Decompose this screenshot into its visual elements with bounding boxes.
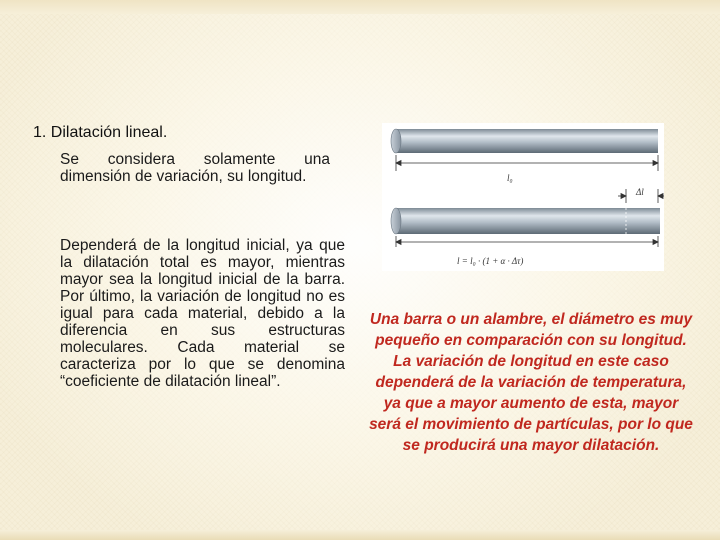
bottom-decorative-band <box>0 530 720 540</box>
figure-caption: Una barra o un alambre, el diámetro es muy pequeño en comparación con su longitud. La variación de longitud en este caso dependerá de la variación de temperatura, ya que a mayor aumento de esta, mayor será el movimiento de partículas, por lo que se producirá una mayor dilatación. <box>369 311 693 454</box>
initial-length-dimension <box>396 155 658 171</box>
bar-expansion-diagram <box>382 123 664 271</box>
delta-length-label: Δl <box>636 187 644 197</box>
initial-rod <box>391 129 658 153</box>
paragraph-definition: Se considera solamente una dimensión de variación, su longitud. <box>60 151 330 185</box>
paragraph-explanation: Dependerá de la longitud inicial, ya que la dilatación total es mayor, mientras mayor sea la longitud inicial de la barra. Por último, la variación de longitud no es igual para cada material, debido a la diferencia en sus estructuras moleculares. Cada material se caracteriza por lo que se denomina “coeficiente de dilatación lineal”. <box>60 237 345 390</box>
expanded-rod <box>391 208 660 234</box>
bar-expansion-figure <box>382 123 664 271</box>
initial-length-label: l₀ <box>507 173 513 183</box>
expansion-formula: l = l₀ · (1 + α · Δτ) <box>457 256 524 266</box>
top-decorative-band <box>0 0 720 14</box>
final-length-dimension <box>396 236 658 247</box>
section-heading: 1. Dilatación lineal. <box>33 124 168 141</box>
